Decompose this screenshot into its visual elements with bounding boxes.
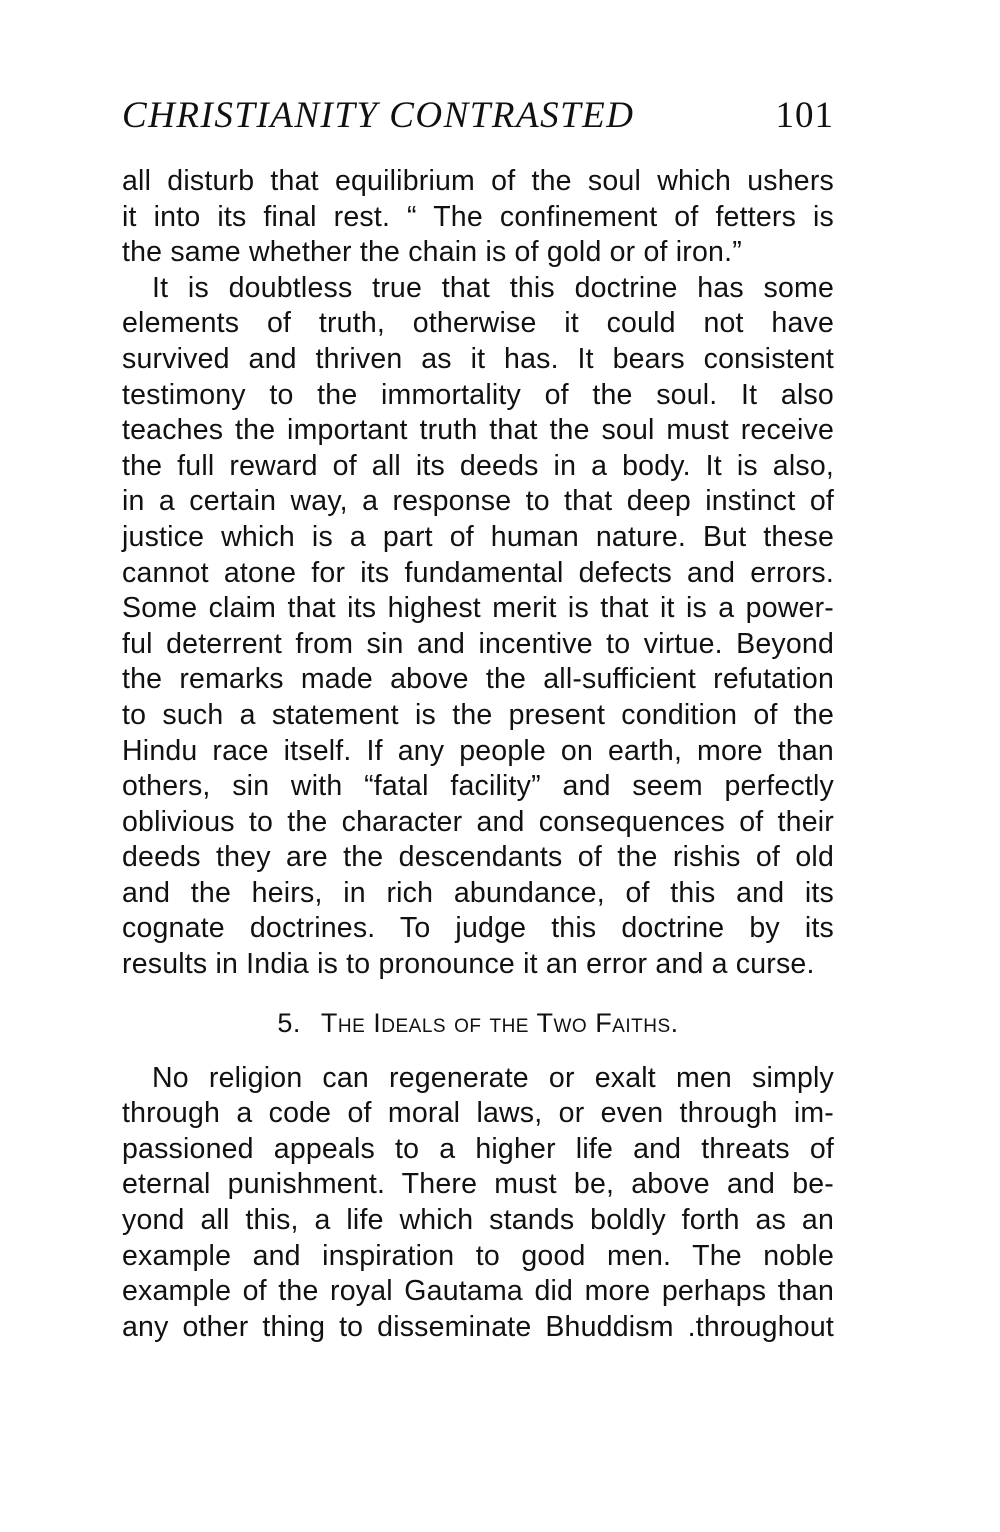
text-line: it into its final rest. “ The confinement of fetters is (122, 200, 834, 233)
text-line: Hindu race itself. If any people on earth, more than (122, 734, 834, 767)
text-line: justice which is a part of human nature. But these (122, 520, 834, 553)
text-line: passioned appeals to a higher life and threats of (122, 1132, 834, 1165)
text-line: results in India is to pronounce it an error and a curse. (122, 948, 815, 981)
running-head (122, 90, 834, 142)
text-line: eternal punishment. There must be, above and be- (122, 1168, 834, 1201)
text-line: the same whether the chain is of gold or of iron.” (122, 236, 742, 269)
text-line: teaches the important truth that the soul must receive (122, 414, 834, 447)
paragraph-1 (122, 164, 834, 271)
text-line: all disturb that equilibrium of the soul which ushers (122, 165, 834, 197)
text-line: ful deterrent from sin and incentive to virtue. Beyond (122, 627, 834, 660)
text-line: Some claim that its highest merit is that it is a power- (122, 592, 834, 625)
text-line: survived and thriven as it has. It bears consistent (122, 342, 834, 375)
text-line: any other thing to disseminate Bhuddism .throughout (122, 1310, 834, 1343)
text-line: cannot atone for its fundamental defects and errors. (122, 556, 834, 589)
text-line: No religion can regenerate or exalt men simply (152, 1061, 834, 1094)
paragraph-3 (122, 1061, 834, 1346)
text-line: the remarks made above the all-sufficient refutation (122, 663, 834, 696)
paragraph-2 (122, 271, 834, 983)
text-line: example of the royal Gautama did more perhaps than (122, 1275, 834, 1308)
page-number: 101 (775, 95, 834, 136)
text-line: example and inspiration to good men. The noble (122, 1239, 834, 1272)
text-line: others, sin with “fatal facility” and seem perfectly (122, 770, 834, 803)
section-title: The Ideals of the Two Faiths. (320, 1007, 679, 1038)
running-title: CHRISTIANITY CONTRASTED (122, 95, 635, 136)
text-line: cognate doctrines. To judge this doctrine by its (122, 912, 834, 945)
text-line: the full reward of all its deeds in a body. It is also, (122, 449, 834, 482)
text-line: deeds they are the descendants of the rishis of old (122, 841, 834, 874)
text-line: and the heirs, in rich abundance, of this and its (122, 876, 834, 909)
text-line: in a certain way, a response to that deep instinct of (122, 485, 834, 518)
text-line: testimony to the immortality of the soul. It also (122, 378, 834, 411)
section-heading (122, 1005, 834, 1041)
section-number: 5. (277, 1007, 301, 1038)
text-line: oblivious to the character and consequences of their (122, 805, 834, 838)
text-line: yond all this, a life which stands boldly forth as an (122, 1204, 834, 1237)
text-line: to such a statement is the present condition of the (122, 698, 834, 731)
text-line: elements of truth, otherwise it could not have (122, 307, 834, 340)
book-page (122, 90, 834, 1345)
text-line: It is doubtless true that this doctrine has some (152, 271, 834, 304)
text-line: through a code of moral laws, or even through im- (122, 1097, 834, 1130)
